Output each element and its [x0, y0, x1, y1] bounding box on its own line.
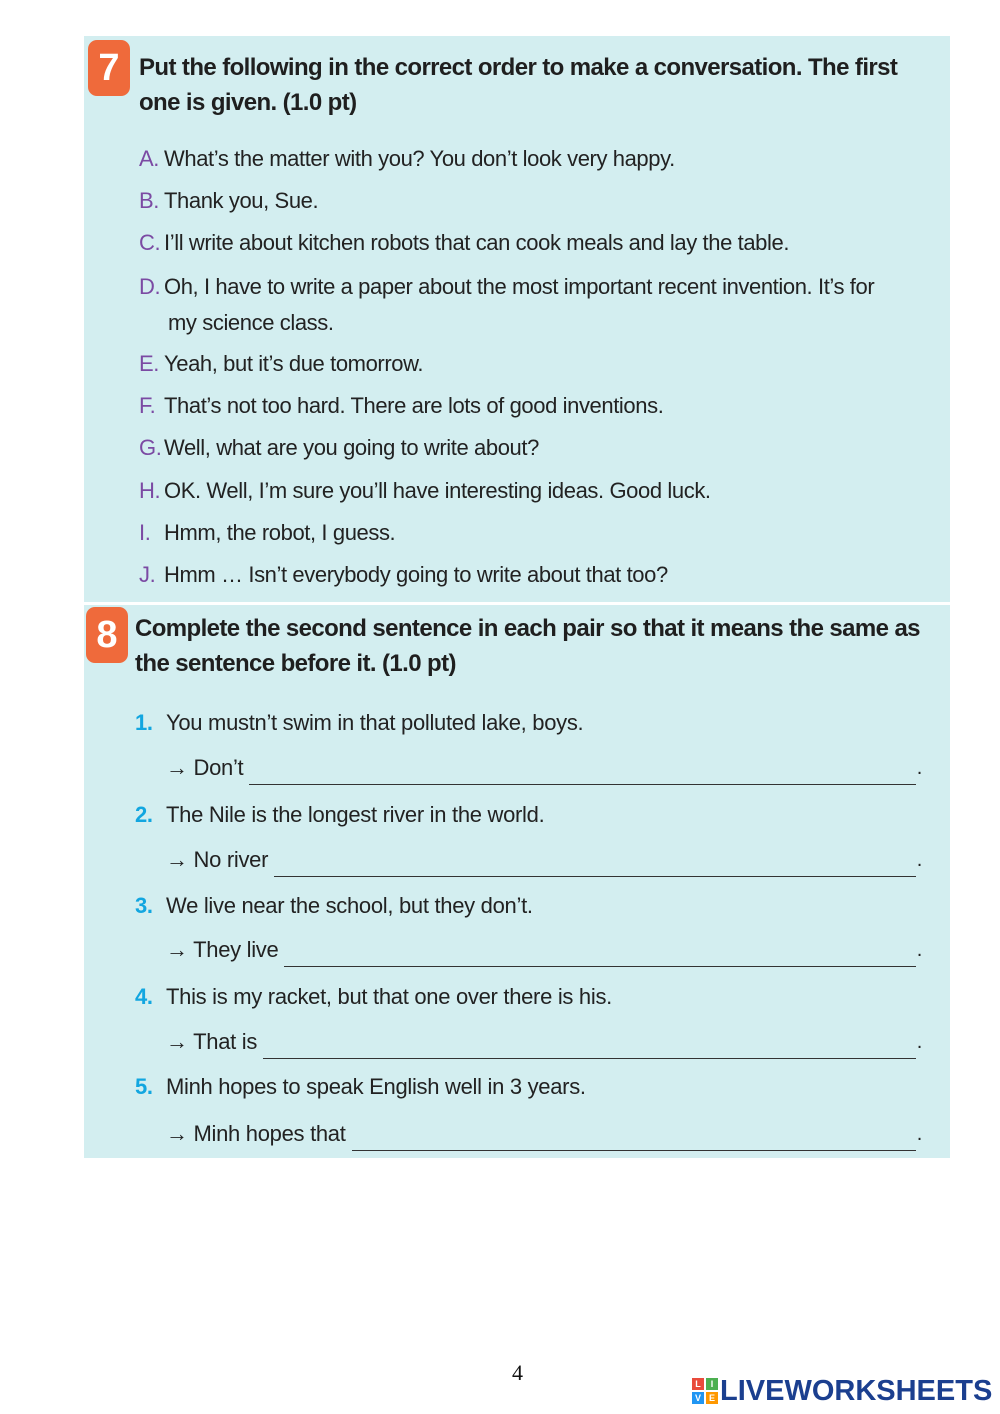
option-letter: H. — [139, 478, 161, 503]
answer-prompt: → They live — [166, 937, 279, 962]
option-letter: B. — [139, 188, 159, 213]
answer-prompt: → That is — [166, 1029, 258, 1054]
option-letter: G. — [139, 435, 162, 460]
option-item — [139, 183, 939, 219]
answer-end-mark: . — [916, 757, 922, 779]
option-text: Thank you, Sue. — [164, 188, 319, 213]
option-text: Hmm, the robot, I guess. — [164, 520, 396, 545]
option-item — [139, 388, 939, 424]
option-letter: J. — [139, 562, 156, 587]
question-sentence: The Nile is the longest river in the world. — [166, 802, 545, 827]
answer-end-mark: . — [916, 1031, 922, 1053]
option-letter: E. — [139, 351, 159, 376]
question-number: 5. — [135, 1074, 153, 1099]
question-item — [135, 706, 583, 740]
question-number: 2. — [135, 802, 153, 827]
question-sentence: We live near the school, but they don’t. — [166, 893, 533, 918]
option-letter: I. — [139, 520, 151, 545]
exercise-8-panel — [84, 605, 950, 1158]
question-item — [135, 889, 533, 923]
option-item — [139, 515, 939, 551]
option-text: I’ll write about kitchen robots that can cook meals and lay the table. — [164, 230, 790, 255]
option-text: What’s the matter with you? You don’t look very happy. — [164, 146, 675, 171]
option-text: Yeah, but it’s due tomorrow. — [164, 351, 424, 376]
answer-blank[interactable] — [263, 1032, 916, 1059]
question-sentence: This is my racket, but that one over there is his. — [166, 984, 612, 1009]
answer-end-mark: . — [916, 1123, 922, 1145]
question-sentence: You mustn’t swim in that polluted lake, boys. — [166, 710, 584, 735]
option-text: Hmm … Isn’t everybody going to write about that too? — [164, 562, 668, 587]
option-item — [139, 557, 939, 593]
exercise-instruction: Put the following in the correct order to make a conversation. The first one is given. (1.0 pt) — [139, 54, 898, 116]
exercise-number-badge: 7 — [88, 40, 130, 96]
answer-line — [166, 843, 922, 877]
answer-blank[interactable] — [352, 1124, 916, 1151]
logo-mark-letter: L — [692, 1378, 704, 1390]
question-number: 1. — [135, 710, 153, 735]
answer-end-mark: . — [916, 939, 922, 961]
option-item — [139, 141, 939, 177]
option-item — [139, 225, 939, 261]
option-text: That’s not too hard. There are lots of good inventions. — [164, 393, 664, 418]
answer-line — [166, 933, 922, 967]
answer-prompt: → No river — [166, 847, 269, 872]
answer-line — [166, 1117, 922, 1151]
option-text: Oh, I have to write a paper about the most important recent invention. It’s for — [164, 274, 875, 299]
answer-line — [166, 1025, 922, 1059]
option-item — [139, 430, 939, 466]
answer-prompt: → Minh hopes that — [166, 1121, 346, 1146]
answer-blank[interactable] — [284, 940, 915, 967]
question-number: 3. — [135, 893, 153, 918]
logo-mark-letter: I — [706, 1378, 718, 1390]
question-item — [135, 1070, 586, 1104]
answer-prompt: → Don’t — [166, 755, 244, 780]
question-item — [135, 798, 544, 832]
question-sentence: Minh hopes to speak English well in 3 years. — [166, 1074, 586, 1099]
logo-text: LIVEWORKSHEETS — [720, 1374, 993, 1407]
logo-mark-letter: E — [706, 1392, 718, 1404]
answer-blank[interactable] — [249, 758, 915, 785]
option-text-continuation: my science class. — [168, 310, 334, 335]
option-letter: F. — [139, 393, 156, 418]
exercise-7-panel — [84, 36, 950, 602]
exercise-number-badge: 8 — [86, 607, 128, 663]
option-letter: C. — [139, 230, 161, 255]
answer-blank[interactable] — [274, 850, 916, 877]
exercise-instruction: Complete the second sentence in each pair so that it means the same as the sentence before it. (1.0 pt) — [135, 615, 920, 677]
logo-mark-letter: V — [692, 1392, 704, 1404]
question-number: 4. — [135, 984, 153, 1009]
liveworksheets-logo-icon — [692, 1378, 718, 1404]
option-letter: D. — [139, 274, 161, 299]
option-letter: A. — [139, 146, 159, 171]
answer-line — [166, 751, 922, 785]
answer-end-mark: . — [916, 849, 922, 871]
question-item — [135, 980, 612, 1014]
option-item — [139, 473, 939, 509]
option-item — [139, 346, 939, 382]
option-text: OK. Well, I’m sure you’ll have interesting ideas. Good luck. — [164, 478, 711, 503]
page-number: 4 — [512, 1360, 523, 1385]
option-text: Well, what are you going to write about? — [164, 435, 539, 460]
liveworksheets-logo — [692, 1374, 992, 1408]
option-item — [139, 269, 939, 341]
